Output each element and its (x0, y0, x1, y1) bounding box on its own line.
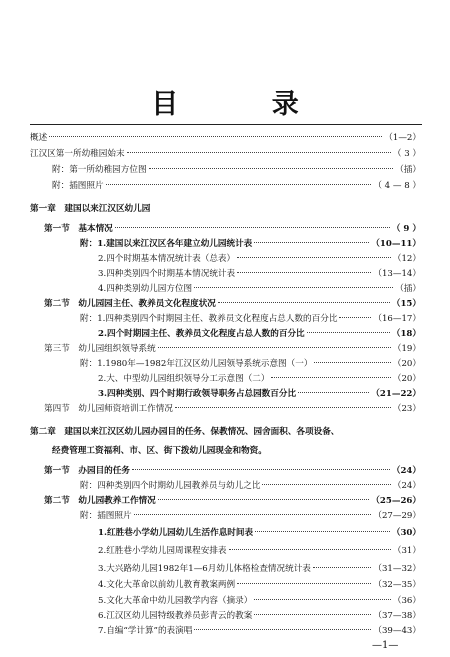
toc-entry-page: （24） (391, 466, 421, 476)
toc-entry-text: 2.四个时期基本情况统计表（总表） (98, 254, 236, 264)
toc-entry-text: 第四节 幼儿园师资培训工作情况 (44, 404, 173, 414)
toc-entry (98, 609, 421, 623)
toc-entry-text: 附：插图照片 (80, 511, 132, 521)
dot-leader (115, 227, 390, 228)
toc-entry-page: （15） (391, 299, 421, 309)
toc-entry-page: （24） (392, 481, 421, 491)
toc-entry (80, 312, 421, 326)
toc-entry-text: 2.红胜巷小学幼儿园周课程安排表 (98, 546, 227, 556)
dot-leader (106, 184, 372, 185)
dot-leader (237, 272, 371, 273)
toc-entry-page: （20） (392, 374, 421, 384)
toc-entry (98, 526, 421, 540)
toc-entry-text: 附：1.1980年—1982年江汉区幼儿园领导系统示意图（一） (80, 359, 313, 369)
dot-leader (298, 392, 369, 393)
toc-entry-text: 概述 (30, 133, 48, 143)
toc-entry-page: （16—17） (373, 314, 421, 324)
dot-leader (158, 499, 370, 500)
toc-entry (98, 578, 421, 592)
toc-entry-text: 3.四种类别四个时期基本情况统计表 (98, 269, 236, 279)
dot-leader (132, 469, 390, 470)
toc-entry-text: 2.四个时期园主任、教养员文化程度占总人数的百分比 (98, 329, 305, 339)
dot-leader (127, 152, 391, 153)
toc-entry-page: （31—32） (373, 564, 421, 574)
toc-entry-page: （18） (391, 329, 421, 339)
dot-leader (254, 242, 369, 243)
dot-leader (339, 317, 371, 318)
page-number: —1— (372, 640, 399, 651)
dot-leader (307, 332, 390, 333)
toc-entry-text: 附：四种类别四个时期幼儿园教养员与幼儿之比 (80, 481, 261, 491)
dot-leader (229, 549, 391, 550)
toc-entry-text: 第一节 基本情况 (44, 224, 113, 234)
toc-entry (98, 282, 421, 296)
toc-entry-text: 附：第一所幼稚园方位图 (52, 165, 147, 175)
dot-leader (149, 168, 394, 169)
toc-entry (98, 327, 421, 341)
toc-entry-text: 江汉区第一所幼稚园始末 (30, 149, 125, 159)
toc-entry-page: （32—35） (373, 580, 421, 590)
toc-entry-page: （36） (392, 596, 421, 606)
toc-entry-page: （37—38） (373, 611, 421, 621)
toc-entry (98, 544, 421, 558)
toc-entry (98, 562, 421, 576)
dot-leader (313, 567, 371, 568)
dot-leader (262, 484, 390, 485)
toc-entry (98, 372, 421, 386)
dot-leader (175, 407, 391, 408)
dot-leader (49, 136, 382, 137)
toc-entry (98, 252, 421, 266)
toc-entry-text: 第二节 幼儿园园主任、教养员文化程度状况 (44, 299, 216, 309)
toc-entry-text: 3.四种类别、四个时期行政领导职务占总园数百分比 (98, 389, 297, 399)
toc-entry-page: （31） (392, 546, 421, 556)
toc-entry (44, 402, 421, 416)
toc-entry (30, 131, 421, 145)
toc-entry (44, 222, 421, 236)
chapter-heading-continued: 经费管理工资福利、市、区、街下拨幼儿园现金和物资。 (52, 446, 267, 456)
toc-entry-text: 附：插图照片 (52, 181, 104, 191)
toc-entry-page: （12） (392, 254, 421, 264)
toc-entry-page: （10—11） (371, 239, 421, 249)
chapter-heading: 第二章 建国以来江汉区幼儿园办园目的任务、保教情况、园舍面积、各项设备、 (30, 427, 340, 437)
dot-leader (158, 347, 391, 348)
toc-entry-page: （插） (395, 284, 421, 294)
dot-leader (194, 629, 371, 630)
toc-entry-page: （ 3 ） (392, 149, 421, 159)
dot-leader (218, 302, 390, 303)
toc-entry-text: 附：1.建国以来江汉区各年建立幼儿园统计表 (80, 239, 253, 249)
toc-entry-text: 7.自编“学计算”的表演唱 (98, 626, 193, 636)
toc-entry-text: 第二节 幼儿园教养工作情况 (44, 496, 156, 506)
toc-entry (98, 624, 421, 638)
toc-entry-page: （23） (392, 404, 421, 414)
page-title: 目 录 (151, 89, 341, 120)
toc-entry (30, 147, 421, 161)
toc-entry (44, 342, 421, 356)
header-rule (30, 124, 422, 125)
toc-entry-text: 3.大兴路幼儿园1982年1—6月幼儿体格检查情况统计表 (98, 564, 311, 574)
dot-leader (237, 583, 371, 584)
toc-entry-text: 第一节 办园目的任务 (44, 466, 130, 476)
dot-leader (134, 514, 372, 515)
toc-entry-text: 1.红胜巷小学幼儿园幼儿生活作息时间表 (98, 528, 254, 538)
toc-entry (80, 237, 421, 251)
toc-entry (44, 464, 421, 478)
toc-entry-page: （1—2） (384, 133, 421, 143)
toc-entry (52, 163, 421, 177)
toc-entry (98, 267, 421, 281)
toc-entry-page: （ 4 — 8 ） (373, 181, 421, 191)
dot-leader (271, 377, 390, 378)
toc-entry (98, 594, 421, 608)
toc-entry-page: （19） (392, 344, 421, 354)
chapter-heading: 第一章 建国以来江汉区幼儿园 (30, 204, 151, 214)
toc-entry-text: 附：1.四种类别四个时期园主任、教养员文化程度占总人数的百分比 (80, 314, 338, 324)
toc-entry-page: （13—14） (373, 269, 421, 279)
dot-leader (314, 362, 390, 363)
toc-entry-page: （30） (391, 528, 421, 538)
toc-entry-text: 4.文化大革命以前幼儿教育教案两例 (98, 580, 236, 590)
toc-entry-page: （插） (395, 165, 421, 175)
toc-entry (80, 479, 421, 493)
toc-entry (44, 494, 421, 508)
toc-entry-page: （21—22） (371, 389, 421, 399)
toc-entry (52, 179, 421, 193)
toc-entry-text: 4.四种类别幼儿园方位图 (98, 284, 193, 294)
toc-entry (44, 297, 421, 311)
toc-entry (80, 357, 421, 371)
toc-entry (98, 387, 421, 401)
toc-entry-page: （27—29） (373, 511, 421, 521)
toc-entry-text: 5.文化大革命中幼儿园教学内容（摘录） (98, 596, 253, 606)
toc-entry-text: 2.大、中型幼儿园组织领导分工示意图（二） (98, 374, 270, 384)
toc-entry-page: （39—43） (373, 626, 421, 636)
toc-entry (80, 509, 421, 523)
dot-leader (255, 531, 390, 532)
toc-entry-page: （ 9 ） (391, 224, 421, 234)
toc-entry-text: 第三节 幼儿园组织领导系统 (44, 344, 156, 354)
dot-leader (254, 599, 391, 600)
dot-leader (194, 287, 393, 288)
dot-leader (254, 614, 371, 615)
dot-leader (237, 257, 391, 258)
toc-entry-page: （25—26） (371, 496, 421, 506)
toc-entry-text: 6.江汉区幼儿园特级教养员彭青云的教案 (98, 611, 253, 621)
toc-entry-page: （20） (392, 359, 421, 369)
